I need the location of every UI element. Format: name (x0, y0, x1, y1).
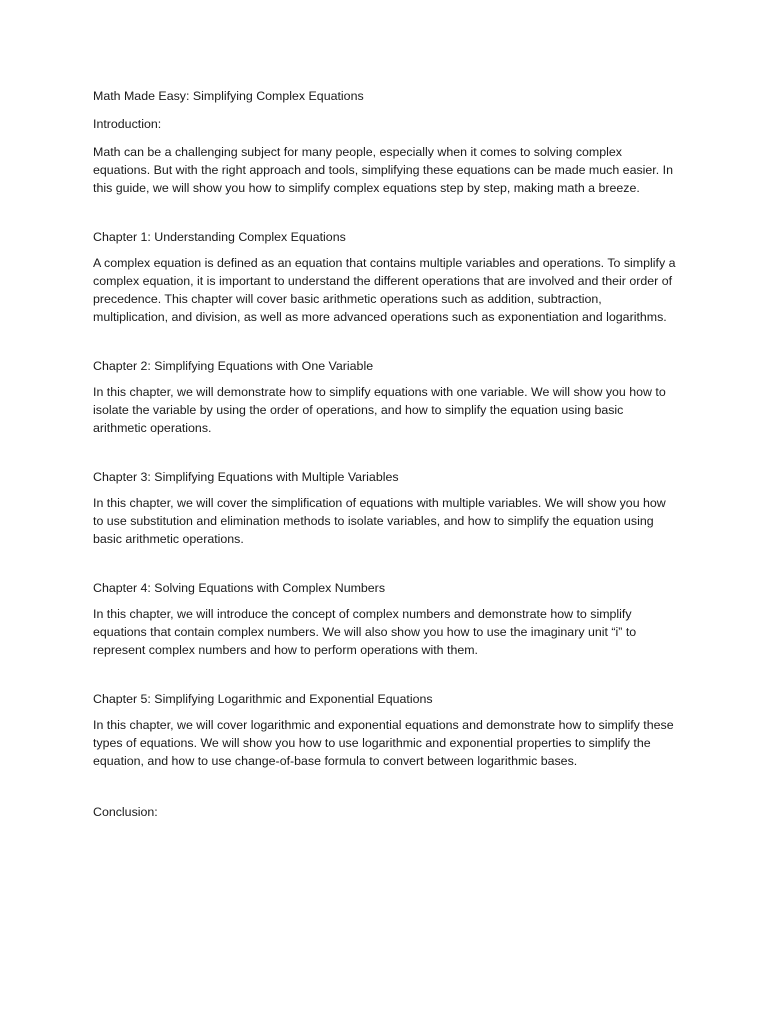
introduction-paragraph: Math can be a challenging subject for many people, especially when it comes to solving complex equations. But with the right approach and tools, simplifying these equations can be made much easier. In this guide, we will show you how to simplify complex equations step by step, making math a breeze. (93, 145, 673, 195)
chapter-3-section (93, 468, 679, 548)
conclusion-heading: Conclusion: (93, 805, 158, 819)
chapter-1-title: Chapter 1: Understanding Complex Equations (93, 230, 346, 244)
chapter-5-paragraph: In this chapter, we will cover logarithmic and exponential equations and demonstrate how to simplify these types of equations. We will show you how to use logarithmic and exponential properties to simplify the equation, and how to use change-of-base formula to convert between logarithmic bases. (93, 718, 674, 768)
chapter-5-title: Chapter 5: Simplifying Logarithmic and Exponential Equations (93, 692, 433, 706)
conclusion-section (93, 803, 679, 821)
chapter-3-title: Chapter 3: Simplifying Equations with Multiple Variables (93, 470, 399, 484)
introduction-heading: Introduction: (93, 117, 162, 131)
chapter-4-title: Chapter 4: Solving Equations with Complex Numbers (93, 581, 386, 595)
chapter-1-section (93, 228, 679, 326)
chapter-2-paragraph: In this chapter, we will demonstrate how to simplify equations with one variable. We will show you how to isolate the variable by using the order of operations, and how to simplify the equation using basic arithmetic operations. (93, 385, 666, 435)
document-title: Math Made Easy: Simplifying Complex Equations (93, 89, 364, 103)
chapter-4-paragraph: In this chapter, we will introduce the concept of complex numbers and demonstrate how to simplify equations that contain complex numbers. We will also show you how to use the imaginary unit “i” to represent complex numbers and how to perform operations with them. (93, 607, 637, 657)
document-content (93, 87, 679, 821)
chapter-2-section (93, 357, 679, 437)
chapter-4-section (93, 579, 679, 659)
chapter-3-paragraph: In this chapter, we will cover the simplification of equations with multiple variables. We will show you how to use substitution and elimination methods to isolate variables, and how to simplify the equation using basic arithmetic operations. (93, 496, 666, 546)
chapter-5-section (93, 690, 679, 770)
chapter-2-title: Chapter 2: Simplifying Equations with One Variable (93, 359, 374, 373)
chapter-1-paragraph: A complex equation is defined as an equation that contains multiple variables and operations. To simplify a complex equation, it is important to understand the different operations that are involved and their order of precedence. This chapter will cover basic arithmetic operations such as addition, subtraction, multiplication, and division, as well as more advanced operations such as exponentiation and logarithms. (93, 256, 676, 324)
